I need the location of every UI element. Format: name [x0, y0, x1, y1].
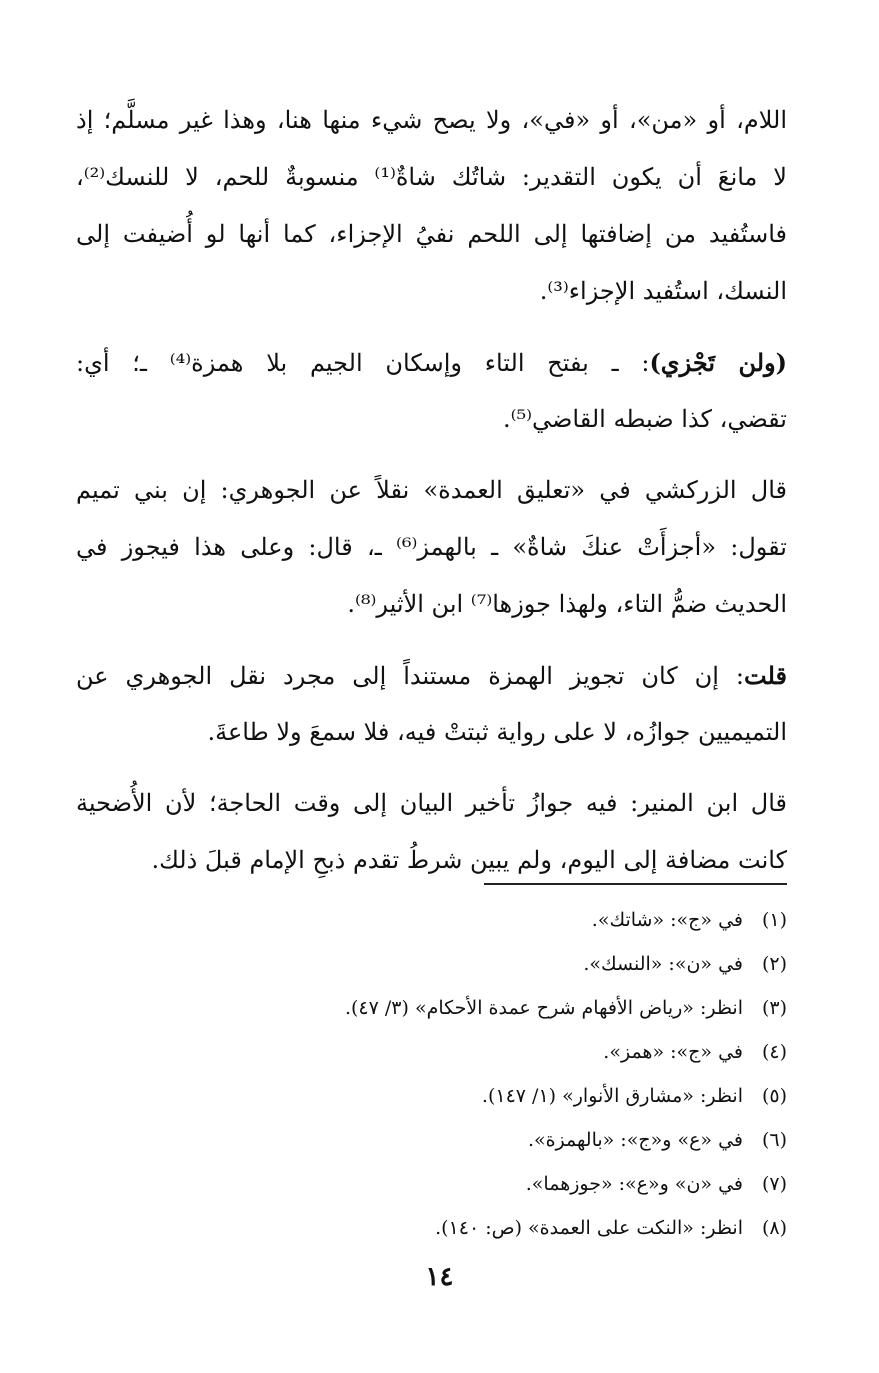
text-line — [76, 519, 787, 576]
text-line — [76, 775, 787, 832]
footnote-text: انظر: «مشارق الأنوار» (١/ ١٤٧). — [481, 1085, 743, 1107]
line-text: تقضي، كذا ضبطه القاضي⁽⁵⁾. — [502, 405, 787, 433]
footnote — [150, 1162, 787, 1206]
bold-lead: (ولن تَجْزي) — [649, 348, 787, 377]
footnote-separator — [484, 883, 787, 885]
footnote-text: في «ج»: «همز». — [603, 1041, 743, 1063]
footnote-text: في «ج»: «شاتك». — [591, 909, 743, 931]
text-line — [76, 576, 787, 633]
main-text — [76, 92, 787, 889]
footnote — [150, 942, 787, 986]
text-line — [76, 462, 787, 519]
paragraph-gap — [76, 448, 787, 462]
text-line — [76, 391, 787, 448]
line-text: قال الزركشي في «تعليق العمدة» نقلاً عن الجوهري: إن بني تميم — [76, 476, 787, 504]
bold-lead: قلت — [744, 661, 787, 690]
footnote-number: (٣) — [761, 997, 787, 1019]
footnote-number: (٥) — [761, 1085, 787, 1107]
footnote-number: (٨) — [761, 1217, 787, 1239]
line-text: اللام، أو «من»، أو «في»، ولا يصح شيء منها هنا، وهذا غير مسلَّم؛ إذ — [76, 106, 787, 134]
footnote — [150, 1030, 787, 1074]
page-number: ١٤ — [425, 1262, 454, 1292]
footnote-text: انظر: «رياض الأفهام شرح عمدة الأحكام» (٣/ ٤٧). — [344, 997, 743, 1019]
line-text: ‏: ـ بفتح التاء وإسكان الجيم بلا همزة⁽⁴⁾ ـ؛ أي: — [76, 349, 650, 377]
paragraph-gap — [76, 320, 787, 334]
footnote — [150, 898, 787, 942]
text-line — [76, 149, 787, 206]
footnote-number: (٤) — [761, 1041, 787, 1063]
footnotes — [150, 898, 787, 1250]
line-text: تقول: «أجزأَتْ عنكَ شاةٌ» ـ بالهمز⁽⁶⁾ ـ، قال: وعلى هذا فيجوز في — [76, 533, 787, 561]
paragraph-gap — [76, 761, 787, 775]
paragraph-gap — [76, 633, 787, 647]
text-line — [76, 263, 787, 320]
footnote — [150, 1074, 787, 1118]
line-text: فاستُفيد من إضافتها إلى اللحم نفيُ الإجزاء، كما أنها لو أُضيفت إلى — [76, 220, 787, 248]
text-line — [76, 206, 787, 263]
footnote — [150, 986, 787, 1030]
line-text: الحديث ضمُّ التاء، ولهذا جوزها⁽⁷⁾ ابن الأثير⁽⁸⁾. — [347, 590, 787, 618]
text-line — [76, 334, 787, 391]
line-text: كانت مضافة إلى اليوم، ولم يبين شرطُ تقدم ذبحِ الإمام قبلَ ذلك. — [151, 846, 787, 874]
footnote-text: انظر: «النكت على العمدة» (ص: ١٤٠). — [435, 1217, 743, 1239]
footnote-number: (٦) — [761, 1129, 787, 1151]
line-text: لا مانعَ أن يكون التقدير: شاتُك شاةٌ⁽¹⁾ منسوبةٌ للحم، لا للنسك⁽²⁾، — [76, 163, 787, 191]
footnote-text: في «ن»: «النسك». — [583, 953, 743, 975]
footnote-text: في «ع» و«ج»: «بالهمزة». — [527, 1129, 743, 1151]
text-line — [76, 647, 787, 704]
footnote-text: في «ن» و«ع»: «جوزهما». — [525, 1173, 743, 1195]
line-text: التميميين جوازُه، لا على رواية ثبتتْ فيه، فلا سمعَ ولا طاعةَ. — [207, 718, 787, 746]
line-text: ‏: إن كان تجويز الهمزة مستنداً إلى مجرد نقل الجوهري عن — [76, 662, 745, 690]
footnote — [150, 1206, 787, 1250]
footnote — [150, 1118, 787, 1162]
line-text: قال ابن المنير: فيه جوازُ تأخير البيان إلى وقت الحاجة؛ لأن الأُضحية — [76, 789, 787, 817]
footnote-number: (١) — [761, 909, 787, 931]
footnote-number: (٢) — [761, 953, 787, 975]
line-text: النسك، استُفيد الإجزاء⁽³⁾. — [539, 277, 787, 305]
text-line — [76, 92, 787, 149]
footnote-number: (٧) — [761, 1173, 787, 1195]
text-line — [76, 832, 787, 889]
text-line — [76, 704, 787, 761]
